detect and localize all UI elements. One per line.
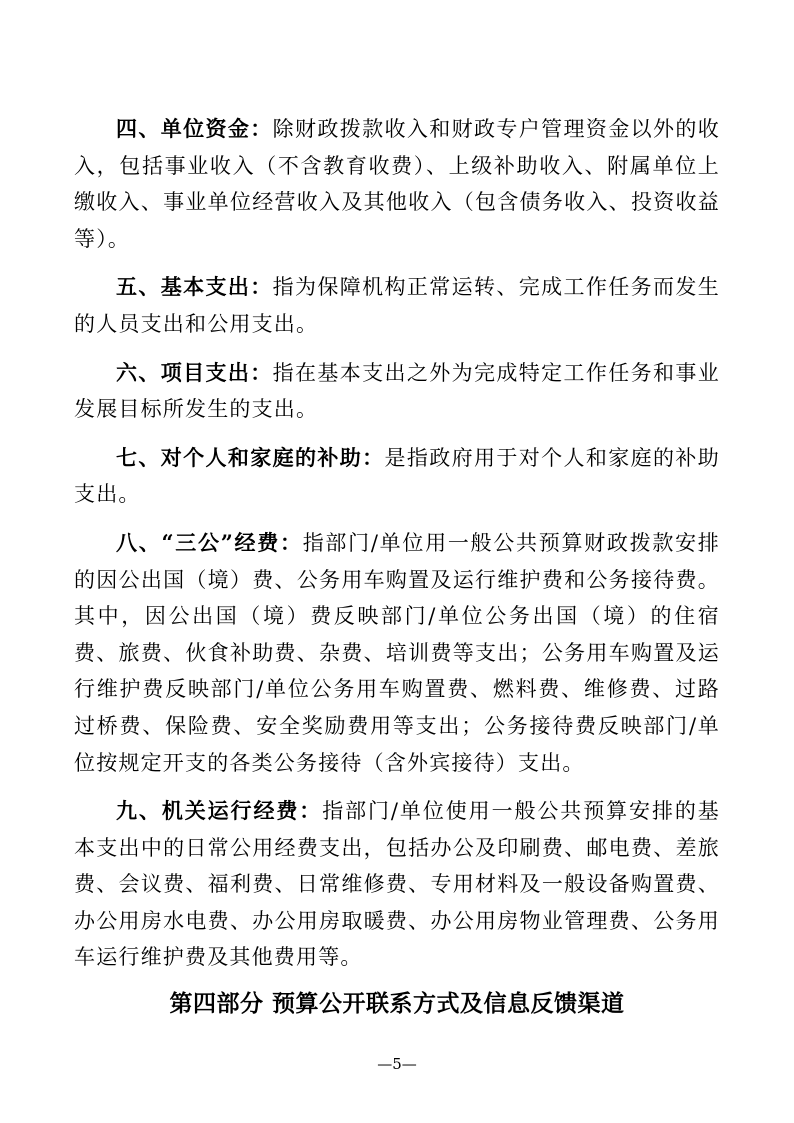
definition-term: 七、对个人和家庭的补助： bbox=[116, 444, 385, 470]
definition-term: 四、单位资金： bbox=[116, 116, 273, 141]
definition-term: 五、基本支出： bbox=[116, 274, 273, 300]
page-number: —5— bbox=[377, 1055, 417, 1073]
definition-text: 除财政拨款收入和财政专户管理资金以外的收入，包括事业收入（不含教育收费）、上级补助收入、附属单位上缴收入、事业单位经营收入及其他收入（包含债务收入、投资收益等）。 bbox=[74, 117, 720, 251]
definition-paragraph-basic-expenditure bbox=[74, 269, 720, 342]
definition-paragraph-unit-funds bbox=[74, 111, 720, 257]
definition-term: 九、机关运行经费： bbox=[116, 798, 323, 824]
definition-paragraph-three-public-expenses bbox=[74, 525, 720, 781]
document-body bbox=[74, 111, 720, 988]
definition-paragraph-subsidies bbox=[74, 440, 720, 513]
definition-text: 指部门/单位用一般公共预算财政拨款安排的因公出国（境）费、公务用车购置及运行维护费和公务接待费。其中，因公出国（境）费反映部门/单位公务出国（境）的住宿费、旅费、伙食补助费、杂费、培训费等支出；公务用车购置及运行维护费反映部门/单位公务用车购置费、燃料费、维修费、过路过桥费、保险费、安全奖励费用等支出；公务接待费反映部门/单位按规定开支的各类公务接待（含外宾接待）支出。 bbox=[74, 530, 720, 775]
definition-term: 八、“三公”经费： bbox=[116, 529, 303, 555]
definition-text: 指在基本支出之外为完成特定工作任务和事业发展目标所发生的支出。 bbox=[74, 360, 720, 422]
definition-term: 六、项目支出： bbox=[116, 359, 273, 385]
definition-text: 指部门/单位使用一般公共预算安排的基本支出中的日常公用经费支出，包括办公及印刷费、邮电费、差旅费、会议费、福利费、日常维修费、专用材料及一般设备购置费、办公用房水电费、办公用房取暖费、办公用房物业管理费、公务用车运行维护费及其他费用等。 bbox=[74, 799, 720, 970]
definition-text: 是指政府用于对个人和家庭的补助支出。 bbox=[74, 445, 721, 507]
section-title: 第四部分 预算公开联系方式及信息反馈渠道 bbox=[169, 990, 625, 1017]
definition-paragraph-project-expenditure bbox=[74, 355, 720, 428]
definition-text: 指为保障机构正常运转、完成工作任务而发生的人员支出和公用支出。 bbox=[74, 275, 720, 336]
definition-paragraph-operating-expenses bbox=[74, 793, 720, 976]
